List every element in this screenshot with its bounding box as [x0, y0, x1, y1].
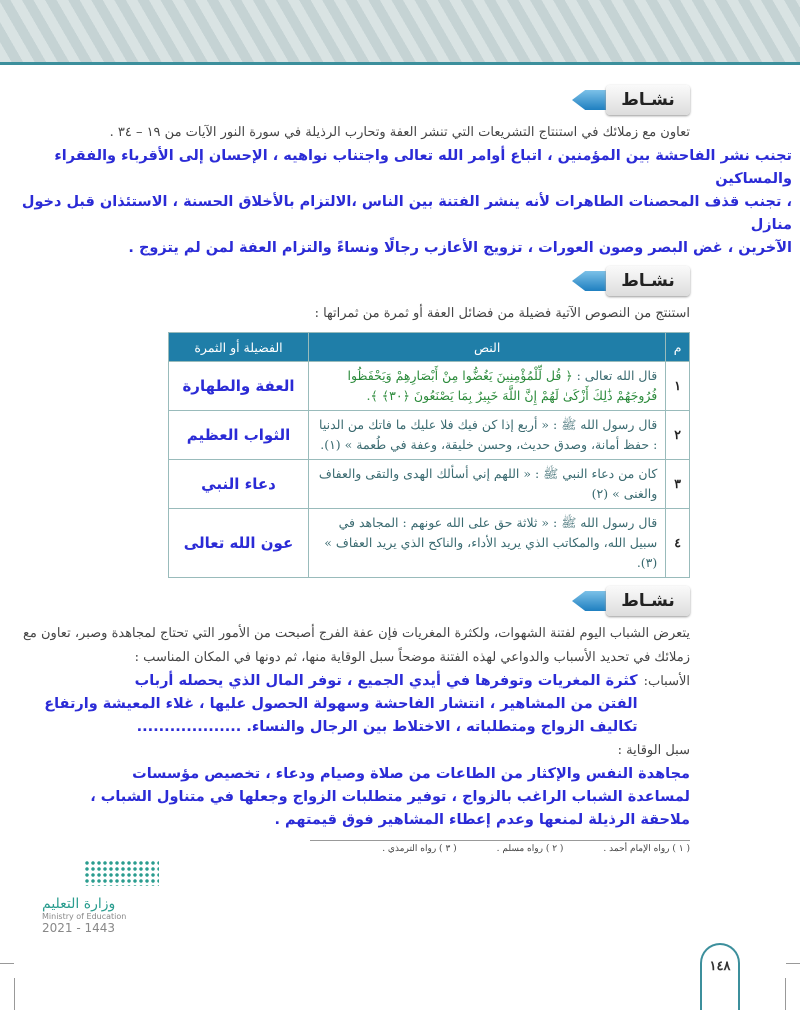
page-content: [0, 65, 800, 854]
causes-row: [8, 670, 690, 739]
footnote-3: ( ٣ ) رواه الترمذي .: [382, 844, 457, 854]
ministry-year: 2021 - 1443: [42, 921, 116, 935]
row-intro: قال رسول الله ﷺ :: [549, 515, 658, 530]
footnote-2: ( ٢ ) رواه مسلم .: [496, 844, 564, 854]
answer-line: تكاليف الزواج ومتطلباته ، الاختلاط بين الرجال والنساء. ...................: [136, 719, 638, 735]
row-text: [309, 509, 666, 578]
header-text: النص: [309, 333, 666, 362]
row-intro: قال رسول الله ﷺ :: [549, 417, 658, 432]
answer-line: كثرة المغريات وتوفرها في أيدي الجميع ، توفر المال الذي يحصله أرباب: [134, 673, 638, 689]
activity-badge-1: نشـاط: [572, 85, 690, 115]
row-intro: قال الله تعالى :: [572, 368, 658, 383]
crop-mark: [785, 978, 786, 1010]
answer-line: الفتن من المشاهير ، انتشار الفاحشة وسهولة الحصول عليها ، غلاء المعيشة وارتفاع: [44, 696, 638, 712]
crop-mark: [0, 963, 14, 964]
row-number: ٢: [666, 411, 690, 460]
table-row: [169, 362, 690, 411]
activity-2-prompt: استنتج من النصوص الآتية فضيلة من فضائل العفة أو ثمرة من ثمراتها :: [314, 306, 690, 321]
answer-line: الآخرين ، غض البصر وصون العورات ، تزويج الأعازب رجالًا ونساءً والتزام العفة لمن لم يتزوج .: [128, 240, 792, 256]
activity-1-prompt: تعاون مع زملائك في استنتاج التشريعات التي تنشر العفة وتحارب الرذيلة في سورة النور الآيات من ١٩ – ٣٤ .: [109, 125, 690, 140]
answer-line: ملاحقة الرذيلة لمنعها وعدم إعطاء المشاهير فوق قيمتهم .: [274, 812, 690, 828]
row-number: ١: [666, 362, 690, 411]
page-number: ١٤٨: [700, 943, 740, 1010]
row-answer: عون الله تعالى: [169, 509, 309, 578]
ministry-name-ar: وزارة التعليم: [42, 896, 116, 912]
table-row: [169, 460, 690, 509]
hadith-text: « اللهم إني أسألك الهدى والتقى والعفاف والغنى » (٢): [318, 466, 658, 501]
crop-mark: [14, 978, 15, 1010]
table-row: [169, 411, 690, 460]
crop-mark: [786, 963, 800, 964]
row-text: [309, 411, 666, 460]
hadith-text: « ثلاثة حق على الله عونهم : المجاهد في سبيل الله، والمكاتب الذي يريد الأداء، والناكح الذي يريد العفاف » (٣).: [324, 515, 658, 570]
causes-answer: [8, 670, 638, 739]
answer-line: مجاهدة النفس والإكثار من الطاعات من صلاة وصيام ودعاء ، تخصيص مؤسسات: [132, 766, 690, 782]
prevention-label: سبل الوقاية :: [617, 743, 690, 758]
row-number: ٣: [666, 460, 690, 509]
row-number: ٤: [666, 509, 690, 578]
footnote-1: ( ١ ) رواه الإمام أحمد .: [603, 844, 690, 854]
virtues-table: [168, 332, 690, 578]
answer-line: تجنب نشر الفاحشة بين المؤمنين ، اتباع أوامر الله تعالى واجتناب نواهيه ، الإحسان إلى الأقرباء والفقراء والمساكين: [54, 148, 792, 187]
ministry-logo: [42, 860, 159, 935]
answer-line: لمساعدة الشباب الراغب بالزواج ، توفير متطلبات الزواج وجعلها في متناول الشباب ،: [90, 789, 690, 805]
row-text: [309, 362, 666, 411]
row-intro: كان من دعاء النبي ﷺ :: [531, 466, 658, 481]
ministry-name-en: Ministry of Education: [42, 912, 127, 921]
table-row: [169, 509, 690, 578]
footnotes: [310, 840, 690, 854]
activity-badge-2: نشـاط: [572, 266, 690, 296]
header-virtue: الفضيلة أو الثمرة: [169, 333, 309, 362]
activity-badge-3: نشـاط: [572, 586, 690, 616]
row-text: [309, 460, 666, 509]
activity-3-prompt: يتعرض الشباب اليوم لفتنة الشهوات، ولكثرة المغريات فإن عفة الفرج أصبحت من الأمور التي تحتاج لمجاهدة وصبر، تعاون مع زملائك في تحديد الأسباب والدواعي لهذه الفتنة موضحاً سبل الوقاية منها، ثم دونها في المكان المناسب :: [23, 626, 690, 665]
decorative-banner: [0, 0, 800, 62]
header-number: م: [666, 333, 690, 362]
activity-1-answer: [8, 145, 792, 260]
ministry-emblem-icon: [84, 860, 159, 886]
prevention-answer: [8, 763, 690, 832]
causes-label: الأسباب:: [643, 674, 690, 689]
hadith-text: « أربع إذا كن فيك فلا عليك ما فاتك من الدنيا : حفظ أمانة، وصدق حديث، وحسن خليقة، وعفة في طُعمة » (١).: [319, 417, 658, 452]
page-footer: [0, 860, 800, 1010]
quran-text: ﴿ قُل لِّلْمُؤْمِنِينَ يَغُضُّوا مِنْ أَبْصَارِهِمْ وَيَحْفَظُوا فُرُوجَهُمْ ذَٰلِكَ أَزْكَىٰ لَهُمْ إِنَّ اللَّهَ خَبِيرٌ بِمَا يَصْنَعُونَ ﴿٣٠﴾ ﴾.: [347, 368, 658, 403]
row-answer: الثواب العظيم: [169, 411, 309, 460]
answer-line: ، تجنب قذف المحصنات الطاهرات لأنه ينشر الفتنة بين الناس ،الالتزام بالأخلاق الحسنة ، الاستئذان قبل دخول منازل: [21, 194, 792, 233]
row-answer: دعاء النبي: [169, 460, 309, 509]
row-answer: العفة والطهارة: [169, 362, 309, 411]
